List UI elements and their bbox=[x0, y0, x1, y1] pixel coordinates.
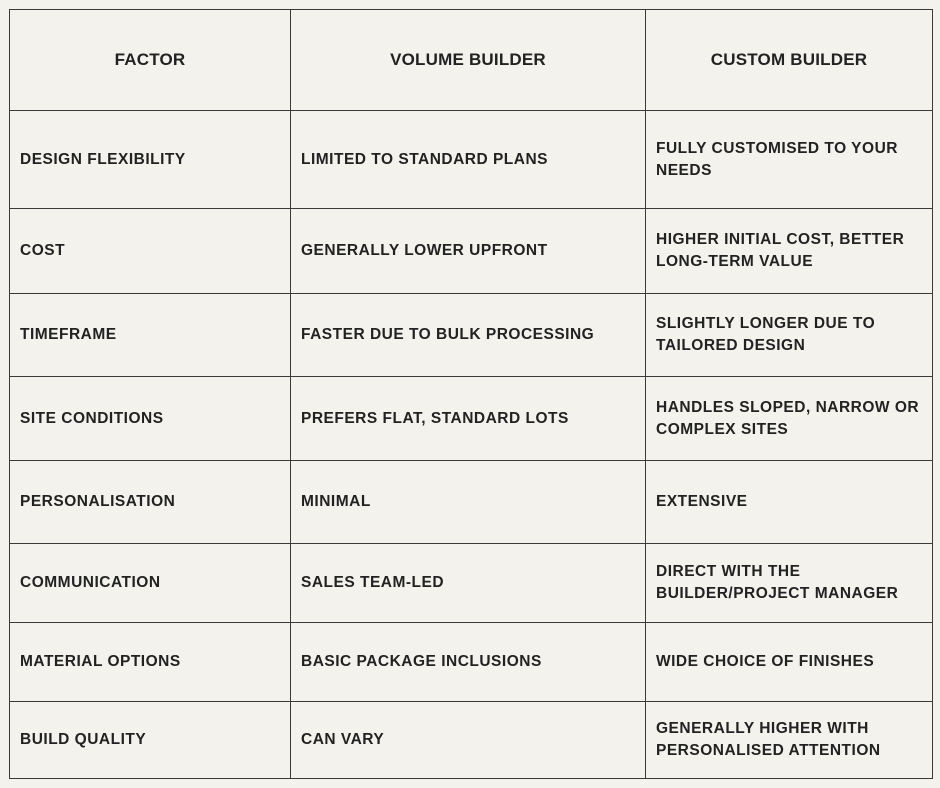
factor-cell: MATERIAL OPTIONS bbox=[10, 623, 291, 702]
custom-builder-cell: EXTENSIVE bbox=[646, 461, 933, 544]
factor-cell: TIMEFRAME bbox=[10, 294, 291, 377]
volume-builder-cell: LIMITED TO STANDARD PLANS bbox=[291, 111, 646, 209]
volume-builder-cell: BASIC PACKAGE INCLUSIONS bbox=[291, 623, 646, 702]
volume-builder-cell: MINIMAL bbox=[291, 461, 646, 544]
custom-builder-cell: HANDLES SLOPED, NARROW OR COMPLEX SITES bbox=[646, 377, 933, 461]
header-factor: FACTOR bbox=[10, 10, 291, 111]
table-row bbox=[10, 702, 933, 779]
volume-builder-cell: PREFERS FLAT, STANDARD LOTS bbox=[291, 377, 646, 461]
header-custom-builder: CUSTOM BUILDER bbox=[646, 10, 933, 111]
header-row bbox=[10, 10, 933, 111]
volume-builder-cell: CAN VARY bbox=[291, 702, 646, 779]
table-row bbox=[10, 111, 933, 209]
comparison-table bbox=[9, 9, 933, 779]
factor-cell: DESIGN FLEXIBILITY bbox=[10, 111, 291, 209]
volume-builder-cell: FASTER DUE TO BULK PROCESSING bbox=[291, 294, 646, 377]
factor-cell: COMMUNICATION bbox=[10, 544, 291, 623]
factor-cell: PERSONALISATION bbox=[10, 461, 291, 544]
volume-builder-cell: SALES TEAM-LED bbox=[291, 544, 646, 623]
factor-cell: SITE CONDITIONS bbox=[10, 377, 291, 461]
custom-builder-cell: DIRECT WITH THE BUILDER/PROJECT MANAGER bbox=[646, 544, 933, 623]
table-row bbox=[10, 461, 933, 544]
custom-builder-cell: WIDE CHOICE OF FINISHES bbox=[646, 623, 933, 702]
custom-builder-cell: SLIGHTLY LONGER DUE TO TAILORED DESIGN bbox=[646, 294, 933, 377]
custom-builder-cell: FULLY CUSTOMISED TO YOUR NEEDS bbox=[646, 111, 933, 209]
custom-builder-cell: GENERALLY HIGHER WITH PERSONALISED ATTENTION bbox=[646, 702, 933, 779]
factor-cell: BUILD QUALITY bbox=[10, 702, 291, 779]
table-row bbox=[10, 544, 933, 623]
volume-builder-cell: GENERALLY LOWER UPFRONT bbox=[291, 209, 646, 294]
table-row bbox=[10, 377, 933, 461]
header-volume-builder: VOLUME BUILDER bbox=[291, 10, 646, 111]
table-row bbox=[10, 294, 933, 377]
table-row bbox=[10, 209, 933, 294]
factor-cell: COST bbox=[10, 209, 291, 294]
custom-builder-cell: HIGHER INITIAL COST, BETTER LONG-TERM VALUE bbox=[646, 209, 933, 294]
table-row bbox=[10, 623, 933, 702]
